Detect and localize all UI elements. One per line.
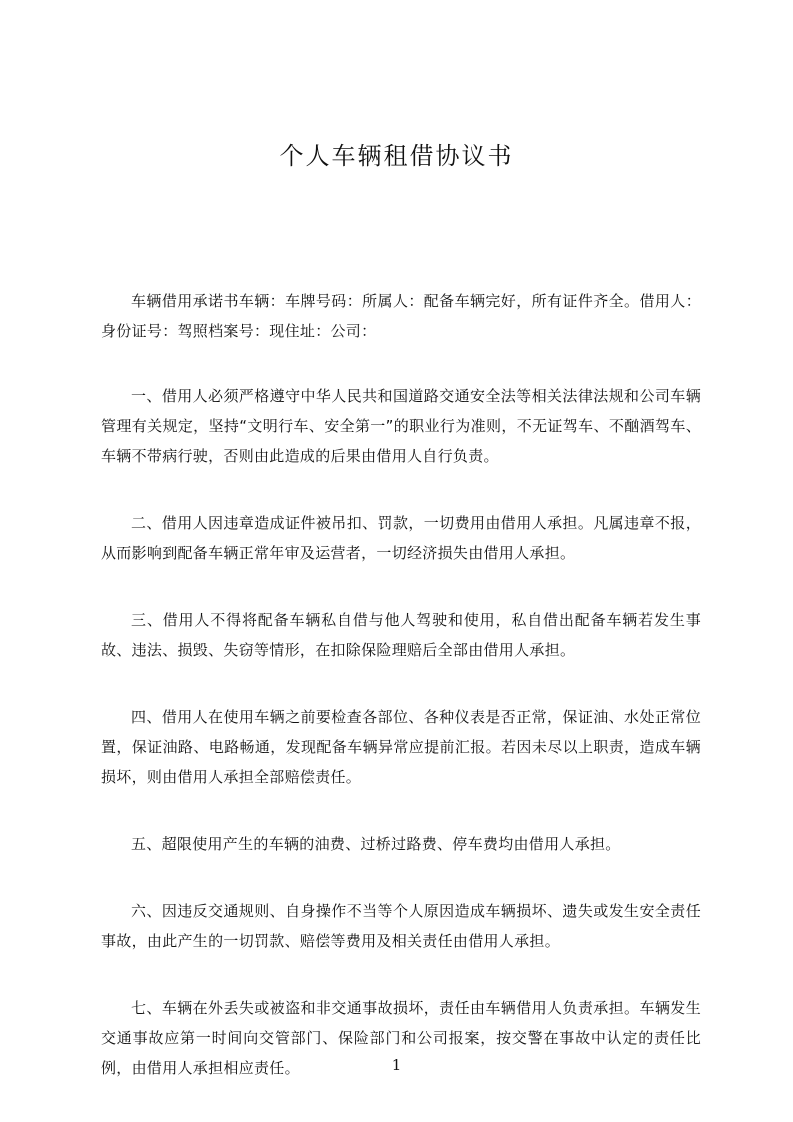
paragraph-clause-4: 四、借用人在使用车辆之前要检查各部位、各种仪表是否正常，保证油、水处正常位置，保证油路、电路畅通，发现配备车辆异常应提前汇报。若因未尽以上职责，造成车辆损坏，则由借用人承担全部赔偿责任。	[101, 708, 701, 786]
paragraph-clause-2: 二、借用人因违章造成证件被吊扣、罚款，一切费用由借用人承担。凡属违章不报，从而影响到配备车辆正常年审及运营者，一切经济损失由借用人承担。	[101, 514, 701, 562]
document-body	[101, 286, 701, 1120]
paragraph-vehicle-info: 车辆借用承诺书车辆：车牌号码：所属人：配备车辆完好，所有证件齐全。借用人：身份证号：驾照档案号：现住址：公司：	[101, 292, 701, 340]
paragraph-clause-5: 五、超限使用产生的车辆的油费、过桥过路费、停车费均由借用人承担。	[131, 835, 621, 853]
document-title: 个人车辆租借协议书	[279, 142, 514, 170]
paragraph-clause-1: 一、借用人必须严格遵守中华人民共和国道路交通安全法等相关法律法规和公司车辆管理有关规定，坚持“文明行车、安全第一”的职业行为准则，不无证驾车、不酗酒驾车、车辆不带病行驶，否则由此造成的后果由借用人自行负责。	[101, 387, 701, 465]
paragraph-clause-7: 七、车辆在外丢失或被盗和非交通事故损坏，责任由车辆借用人负责承担。车辆发生交通事故应第一时间向交管部门、保险部门和公司报案，按交警在事故中认定的责任比例，由借用人承担相应责任。	[101, 999, 701, 1077]
paragraph-clause-3: 三、借用人不得将配备车辆私自借与他人驾驶和使用，私自借出配备车辆若发生事故、违法、损毁、失窃等情形，在扣除保险理赔后全部由借用人承担。	[101, 611, 701, 659]
paragraph-clause-6: 六、因违反交通规则、自身操作不当等个人原因造成车辆损坏、遗失或发生安全责任事故，由此产生的一切罚款、赔偿等费用及相关责任由借用人承担。	[101, 902, 701, 950]
page-number: 1	[391, 1056, 402, 1074]
